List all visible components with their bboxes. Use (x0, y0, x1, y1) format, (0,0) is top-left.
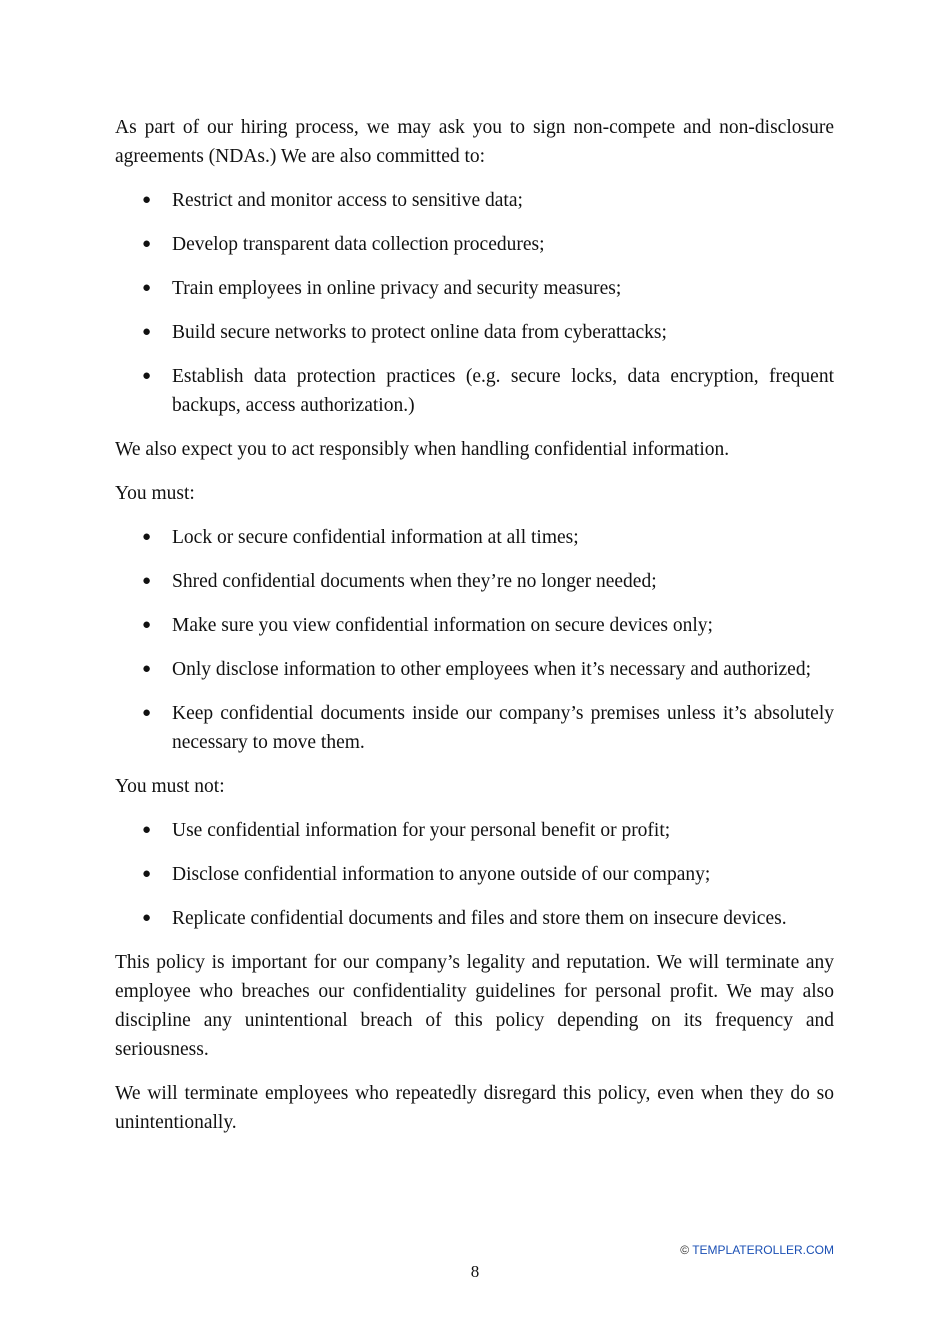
bullet-icon: ● (142, 324, 152, 340)
list-item (115, 186, 834, 215)
expectation-paragraph: We also expect you to act responsibly when handling confidential information. (115, 439, 730, 460)
bullet-icon: ● (142, 822, 152, 838)
list-item (115, 655, 834, 684)
list-item-text: Train employees in online privacy and security measures; (172, 278, 622, 299)
list-item (115, 567, 834, 596)
bullet-icon: ● (142, 280, 152, 296)
must-not-list (115, 816, 834, 933)
bullet-icon: ● (142, 529, 152, 545)
copyright-icon: © (680, 1243, 690, 1257)
list-item-text: Lock or secure confidential information at all times; (172, 527, 579, 548)
page-number: 8 (470, 1262, 480, 1281)
bullet-icon: ● (142, 661, 152, 677)
bullet-icon: ● (142, 866, 152, 882)
bullet-icon: ● (142, 236, 152, 252)
watermark-link[interactable]: TEMPLATEROLLER.COM (692, 1243, 834, 1257)
list-item (115, 611, 834, 640)
list-item (115, 362, 834, 420)
list-item (115, 230, 834, 259)
list-item (115, 860, 834, 889)
list-item-text: Shred confidential documents when they’re no longer needed; (172, 571, 657, 592)
list-item-text: Only disclose information to other employees when it’s necessary and authorized; (172, 659, 811, 680)
list-item-text: Restrict and monitor access to sensitive data; (172, 190, 523, 211)
list-item-text: Establish data protection practices (e.g. secure locks, data encryption, frequent backups, access authorization.) (172, 366, 834, 416)
list-item (115, 904, 834, 933)
list-item-text: Keep confidential documents inside our company’s premises unless it’s absolutely necessary to move them. (172, 703, 834, 753)
must-not-heading: You must not: (115, 776, 225, 797)
bullet-icon: ● (142, 573, 152, 589)
document-page (115, 113, 834, 1152)
bullet-icon: ● (142, 617, 152, 633)
list-item-text: Replicate confidential documents and files and store them on insecure devices. (172, 908, 787, 929)
list-item (115, 816, 834, 845)
must-list (115, 523, 834, 757)
list-item (115, 523, 834, 552)
list-item-text: Disclose confidential information to anyone outside of our company; (172, 864, 711, 885)
bullet-icon: ● (142, 368, 152, 384)
footer-watermark (680, 1243, 834, 1257)
list-item (115, 699, 834, 757)
must-heading: You must: (115, 483, 195, 504)
termination-paragraph: We will terminate employees who repeatedly disregard this policy, even when they do so unintentionally. (115, 1083, 834, 1133)
list-item-text: Make sure you view confidential information on secure devices only; (172, 615, 713, 636)
list-item (115, 274, 834, 303)
bullet-icon: ● (142, 192, 152, 208)
commitments-list (115, 186, 834, 420)
bullet-icon: ● (142, 705, 152, 721)
list-item-text: Develop transparent data collection procedures; (172, 234, 545, 255)
list-item (115, 318, 834, 347)
list-item-text: Use confidential information for your personal benefit or profit; (172, 820, 671, 841)
intro-paragraph: As part of our hiring process, we may ask you to sign non-compete and non-disclosure agreements (NDAs.) We are also committed to: (115, 117, 834, 167)
list-item-text: Build secure networks to protect online data from cyberattacks; (172, 322, 667, 343)
importance-paragraph: This policy is important for our company’s legality and reputation. We will terminate any employee who breaches our confidentiality guidelines for personal profit. We may also discipline any unintentional breach of this policy depending on its frequency and seriousness. (115, 952, 834, 1060)
bullet-icon: ● (142, 910, 152, 926)
